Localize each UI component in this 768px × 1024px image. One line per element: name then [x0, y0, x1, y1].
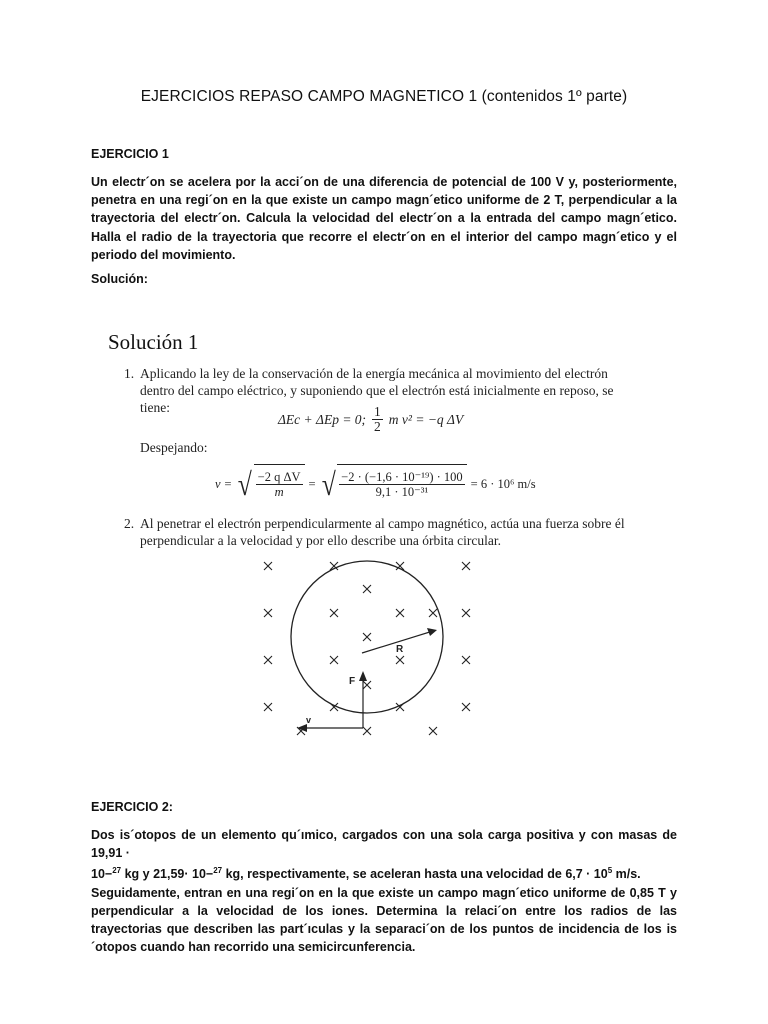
field-cross	[462, 703, 470, 711]
exercise-2-line-2	[91, 862, 677, 883]
exponent-2: 27	[213, 866, 223, 876]
line2-part-c: kg, respectivamente, se aceleran hasta una velocidad de 6,7 · 10	[222, 867, 608, 882]
field-cross	[330, 656, 338, 664]
solution-title: Solución 1	[108, 330, 199, 354]
eq1-right: m v² = −q ΔV	[388, 411, 464, 427]
field-cross	[264, 703, 272, 711]
exercise-1-heading: EJERCICIO 1	[91, 147, 169, 161]
field-cross	[264, 656, 272, 664]
exercise-2-line-1: Dos is´otopos de un elemento qu´ımico, cargados con una sola carga positiva y con masas de 19,91 ·	[91, 828, 677, 861]
exercise-2-rest: Seguidamente, entran en una regi´on en la que existe un campo magn´etico uniforme de 0,85 T y perpendicular a la velocidad de los iones. Determina la relaci´on entre los radios de las trayectorias que describen las part´ıculas y la separaci´on de los puntos de incidencia de los is´otopos cuando han recorrido una semicircunferencia.	[91, 885, 677, 955]
eq2-result: = 6 · 10⁶ m/s	[470, 476, 536, 491]
line2-part-a: 10−	[91, 867, 113, 882]
field-cross	[363, 633, 371, 641]
eq2-v: v =	[215, 476, 233, 491]
field-cross	[429, 727, 437, 735]
eq1-fraction	[372, 405, 383, 434]
energy-equation	[278, 405, 463, 434]
force-arrowhead	[359, 671, 367, 681]
eq2-frac1-den: m	[274, 485, 284, 499]
field-cross	[396, 609, 404, 617]
step-1-text: Aplicando la ley de la conservación de la energía mecánica al movimiento del electrón dentro del campo eléctrico, y suponiendo que el electrón está inicialmente en reposo, se tiene:	[140, 366, 614, 415]
radical-sign: √	[321, 466, 336, 502]
field-cross	[396, 656, 404, 664]
exercise-2-heading: EJERCICIO 2:	[91, 800, 173, 814]
velocity-arrowhead	[297, 724, 307, 732]
field-cross	[363, 727, 371, 735]
page-title: EJERCICIOS REPASO CAMPO MAGNETICO 1 (contenidos 1º parte)	[140, 88, 628, 105]
line2-part-d: m/s.	[612, 867, 641, 882]
radius-label: R	[396, 644, 404, 655]
radius-arrowhead	[427, 628, 437, 636]
eq2-frac2-num: −2 · (−1,6 · 10⁻¹⁹) · 100	[341, 470, 463, 484]
exponent-1: 27	[112, 866, 122, 876]
field-cross	[462, 609, 470, 617]
eq2-frac2-den: 9,1 · 10⁻³¹	[375, 485, 429, 499]
eq1-left: ΔEc + ΔEp = 0;	[278, 411, 367, 427]
field-cross	[363, 585, 371, 593]
force-label: F	[349, 676, 356, 687]
field-cross	[462, 562, 470, 570]
field-cross	[429, 609, 437, 617]
field-cross	[264, 562, 272, 570]
line2-part-b: kg y 21,59· 10−	[121, 867, 214, 882]
exercise-2-text	[91, 826, 677, 957]
eq2-frac1-num: −2 q ΔV	[257, 470, 301, 484]
sqrt-2	[320, 464, 467, 504]
eq1-frac-den: 2	[374, 419, 381, 434]
step-2-text: Al penetrar el electrón perpendicularmente al campo magnético, actúa una fuerza sobre él perpendicular a la velocidad y por ello describe una órbita circular.	[140, 516, 625, 548]
despejando-label: Despejando:	[140, 440, 208, 455]
velocity-equation	[215, 464, 536, 504]
exponent-3: 5	[607, 866, 613, 876]
field-cross	[330, 609, 338, 617]
sqrt-1	[236, 464, 304, 504]
field-cross	[363, 681, 371, 689]
magnetic-field-diagram	[250, 555, 490, 745]
step-1-number: 1.	[124, 366, 135, 381]
field-crosses	[264, 562, 470, 735]
velocity-label: v	[306, 715, 312, 725]
step-2-number: 2.	[124, 516, 135, 531]
radical-sign: √	[237, 466, 252, 502]
eq2-equals: =	[308, 476, 316, 491]
eq1-frac-num: 1	[374, 404, 381, 419]
solution-label: Solución:	[91, 272, 148, 286]
field-cross	[462, 656, 470, 664]
exercise-1-text: Un electr´on se acelera por la acci´on de una diferencia de potencial de 100 V y, posteriormente, penetra en una regi´on en la que existe un campo magn´etico uniforme de 2 T, perpendicular a la trayectoria del electr´on. Calcula la velocidad del electr´on a la entrada del campo magn´etico. Halla el radio de la trayectoria que recorre el electr´on en el interior del campo magn´etico y el periodo del movimiento.	[91, 175, 677, 262]
field-cross	[264, 609, 272, 617]
